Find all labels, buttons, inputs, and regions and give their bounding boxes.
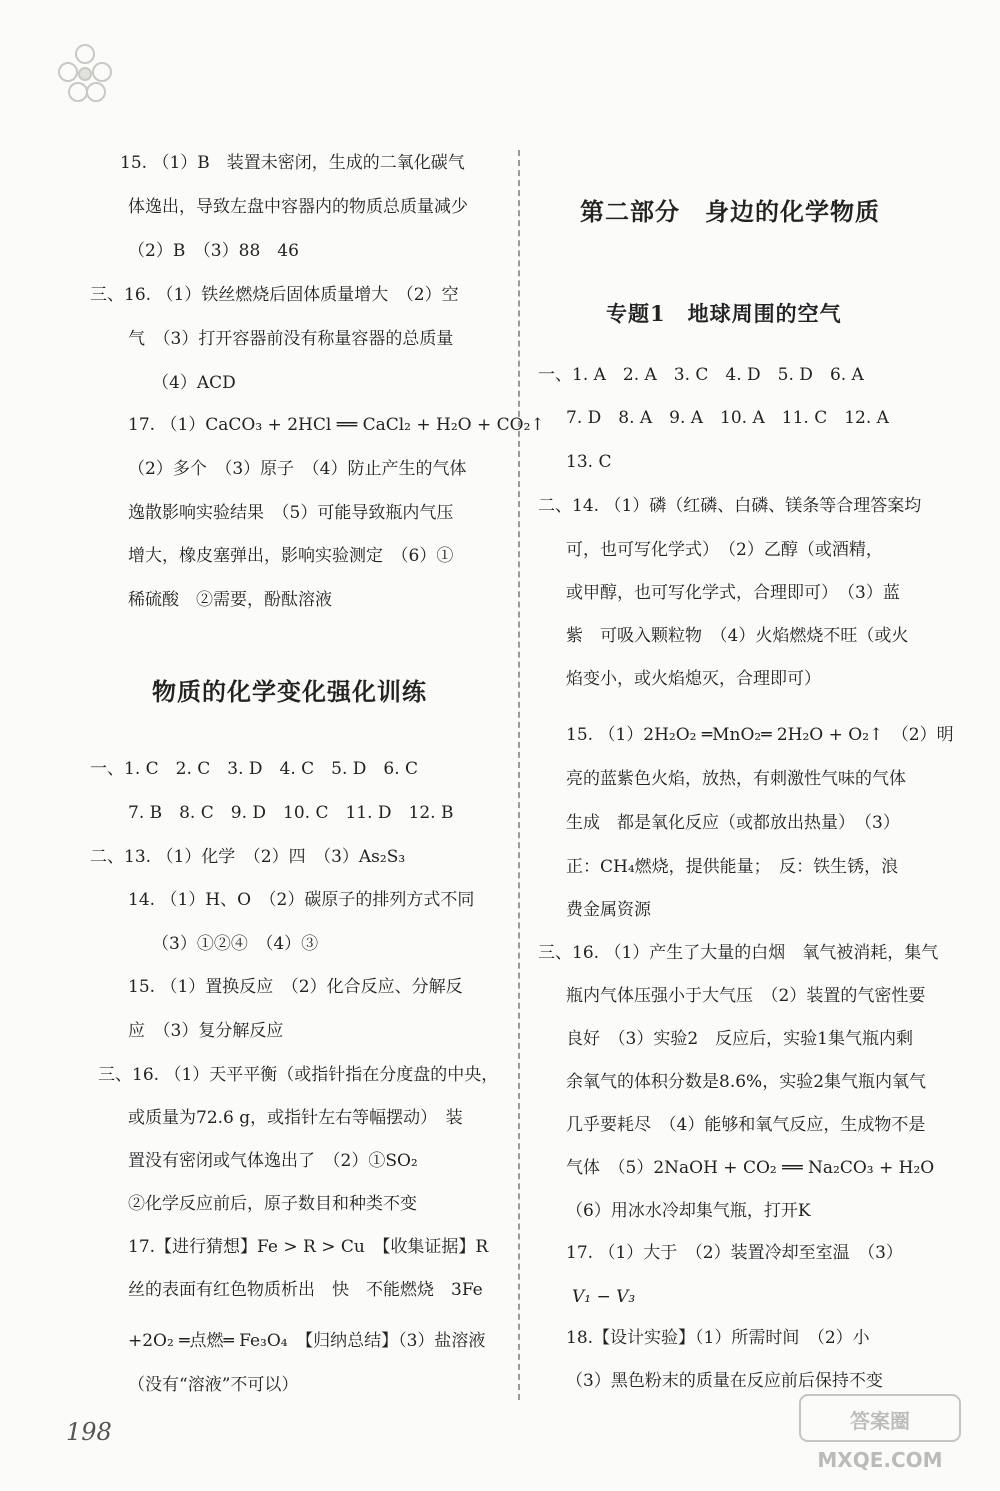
left2-line-11: ②化学反应前后，原子数目和种类不变	[128, 1194, 417, 1214]
right-line-13: 费金属资源	[566, 900, 651, 920]
right-line-6: 或甲醇，也可写化学式，合理即可） （3）蓝	[566, 583, 900, 603]
right-line-2: 7. D 8. A 9. A 10. A 11. C 12. A	[566, 408, 889, 428]
left2-line-4: 14. （1）H、O （2）碳原子的排列方式不同	[128, 890, 475, 910]
left2-line-15: （没有“溶液”不可以）	[128, 1375, 299, 1395]
right-line-10: 亮的蓝紫色火焰，放热，有刺激性气味的气体	[566, 769, 906, 789]
left-line-1: 15. （1）B 装置未密闭，生成的二氧化碳气	[120, 153, 465, 173]
right-line-20: （6）用冰水冷却集气瓶，打开K	[566, 1201, 811, 1221]
right-line-11: 生成 都是氧化反应（或都放出热量） （3）	[566, 813, 900, 833]
right-line-12: 正：CH₄燃烧，提供能量； 反：铁生锈，浪	[566, 857, 899, 877]
right-line-23: 18.【设计实验】（1）所需时间 （2）小	[566, 1328, 870, 1348]
left-line-7: 17. （1）CaCO₃ + 2HCl ══ CaCl₂ + H₂O + CO₂↑	[128, 415, 545, 435]
left2-line-13: 丝的表面有红色物质析出 快 不能燃烧 3Fe	[128, 1280, 483, 1300]
right-line-7: 紫 可吸入颗粒物 （4）火焰燃烧不旺（或火	[566, 626, 909, 646]
right-line-18: 几乎要耗尽 （4）能够和氧气反应，生成物不是	[566, 1115, 926, 1135]
right-line-21: 17. （1）大于 （2）装置冷却至室温 （3）	[566, 1243, 903, 1263]
right-line-24: （3）黑色粉末的质量在反应前后保持不变	[566, 1371, 883, 1391]
section-title-chemical-change: 物质的化学变化强化训练	[152, 677, 427, 706]
right-line-17: 余氧气的体积分数是8.6%，实验2集气瓶内氧气	[566, 1072, 927, 1092]
left-line-6: （4）ACD	[152, 373, 236, 393]
left2-line-10: 置没有密闭或气体逸出了 （2）①SO₂	[128, 1151, 418, 1171]
left2-line-8: 三、16. （1）天平平衡（或指针指在分度盘的中央，	[98, 1065, 499, 1085]
left2-line-7: 应 （3）复分解反应	[128, 1021, 284, 1041]
watermark-logo	[780, 1389, 980, 1479]
right-line-9: 15. （1）2H₂O₂ ═MnO₂═ 2H₂O + O₂↑ （2）明	[566, 725, 954, 745]
right-line-3: 13. C	[566, 452, 612, 472]
right-line-22: V₁ − V₃	[572, 1287, 636, 1307]
left-line-4: 三、16. （1）铁丝燃烧后固体质量增大 （2）空	[90, 285, 459, 305]
left2-line-5: （3）①②④ （4）③	[152, 934, 319, 954]
right-line-1: 一、1. A 2. A 3. C 4. D 5. D 6. A	[538, 365, 864, 385]
right-line-14: 三、16. （1）产生了大量的白烟 氧气被消耗，集气	[538, 943, 939, 963]
left2-line-1: 一、1. C 2. C 3. D 4. C 5. D 6. C	[90, 759, 419, 779]
left-line-8: （2）多个 （3）原子 （4）防止产生的气体	[128, 459, 467, 479]
left-line-11: 稀硫酸 ②需要，酚酞溶液	[128, 590, 332, 610]
left2-line-14: +2O₂ ═点燃═ Fe₃O₄ 【归纳总结】（3）盐溶液	[128, 1331, 486, 1351]
left2-line-9: 或质量为72.6 g，或指针左右等幅摆动） 装	[128, 1108, 463, 1128]
left-line-2: 体逸出，导致左盘中容器内的物质总质量减少	[128, 197, 468, 217]
left2-line-12: 17.【进行猜想】Fe > R > Cu 【收集证据】R	[128, 1237, 489, 1257]
left2-line-2: 7. B 8. C 9. D 10. C 11. D 12. B	[128, 803, 454, 823]
topic-title: 专题1 地球周围的空气	[606, 301, 842, 326]
page-number: 198	[66, 1418, 112, 1446]
left-line-5: 气 （3）打开容器前没有称量容器的总质量	[128, 329, 454, 349]
right-line-4: 二、14. （1）磷（红磷、白磷、镁条等合理答案均	[538, 496, 922, 516]
decorative-flower-icon	[40, 32, 130, 112]
left-line-10: 增大，橡皮塞弹出，影响实验测定 （6）①	[128, 546, 454, 566]
part-title: 第二部分 身边的化学物质	[580, 197, 880, 226]
right-line-19: 气体 （5）2NaOH + CO₂ ══ Na₂CO₃ + H₂O	[566, 1158, 935, 1178]
left2-line-3: 二、13. （1）化学 （2）四 （3）As₂S₃	[90, 847, 406, 867]
column-divider	[518, 150, 520, 1400]
watermark-url: MXQE.COM	[817, 1448, 943, 1472]
left-line-3: （2）B （3）88 46	[128, 241, 299, 261]
left2-line-6: 15. （1）置换反应 （2）化合反应、分解反	[128, 977, 463, 997]
right-line-15: 瓶内气体压强小于大气压 （2）装置的气密性要	[566, 986, 926, 1006]
right-line-8: 焰变小，或火焰熄灭，合理即可）	[566, 669, 821, 689]
left-line-9: 逸散影响实验结果 （5）可能导致瓶内气压	[128, 503, 454, 523]
watermark-cn: 答案圈	[850, 1409, 910, 1433]
right-line-5: 可，也可写化学式） （2）乙醇（或酒精，	[566, 540, 883, 560]
right-line-16: 良好 （3）实验2 反应后，实验1集气瓶内剩	[566, 1029, 913, 1049]
